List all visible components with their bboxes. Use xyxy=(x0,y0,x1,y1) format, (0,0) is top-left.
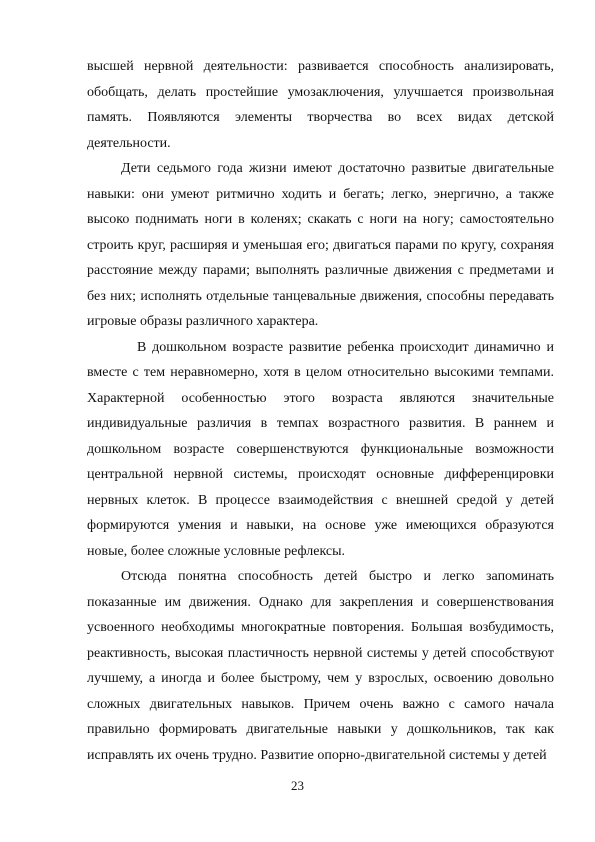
paragraph-preschool-development: В дошкольном возрасте развитие ребенка происходит динамично и вместе с тем неравномерно, хотя в целом относительно высокими темпами. Характерной особенностью этого возраста являются значительные индивидуальные различия в темпах возрастного развития. В раннем и дошкольном возрасте совершенствуются функциональные возможности центральной нервной системы, происходят основные дифференцировки нервных клеток. В процессе взаимодействия с внешней средой у детей формируются умения и навыки, на основе уже имеющихся образуются новые, более сложные условные рефлексы. xyxy=(87,339,554,559)
paragraph-motor-skills: Дети седьмого года жизни имеют достаточно развитые двигательные навыки: они умеют ритмично ходить и бегать; легко, энергично, а также высоко поднимать ноги в коленях; скакать с ноги на ногу; самостоятельно строить круг, расширяя и уменьшая его; двигаться парами по кругу, сохраняя расстояние между парами; выполнять различные движения с предметами и без них; исполнять отдельные танцевальные движения, способны передавать игровые образы различного характера. xyxy=(87,161,554,329)
body-text xyxy=(87,54,554,768)
paragraph-movement-memorization: Отсюда понятна способность детей быстро и легко запоминать показанные им движения. Однако для закрепления и совершенствования усвоенного необходимы многократные повторения. Большая возбудимость, реактивность, высокая пластичность нервной системы у детей способствуют лучшему, а иногда и более быстрому, чем у взрослых, освоению довольно сложных двигательных навыков. Причем очень важно с самого начала правильно формировать двигательные навыки у дошкольников, так как исправлять их очень трудно. Развитие опорно-двигательной системы у детей xyxy=(87,569,554,763)
page-number: 23 xyxy=(291,778,304,793)
paragraph-continuation: высшей нервной деятельности: развивается способность анализировать, обобщать, делать простейшие умозаключения, улучшается произвольная память. Появляются элементы творчества во всех видах детской деятельности. xyxy=(87,59,554,151)
